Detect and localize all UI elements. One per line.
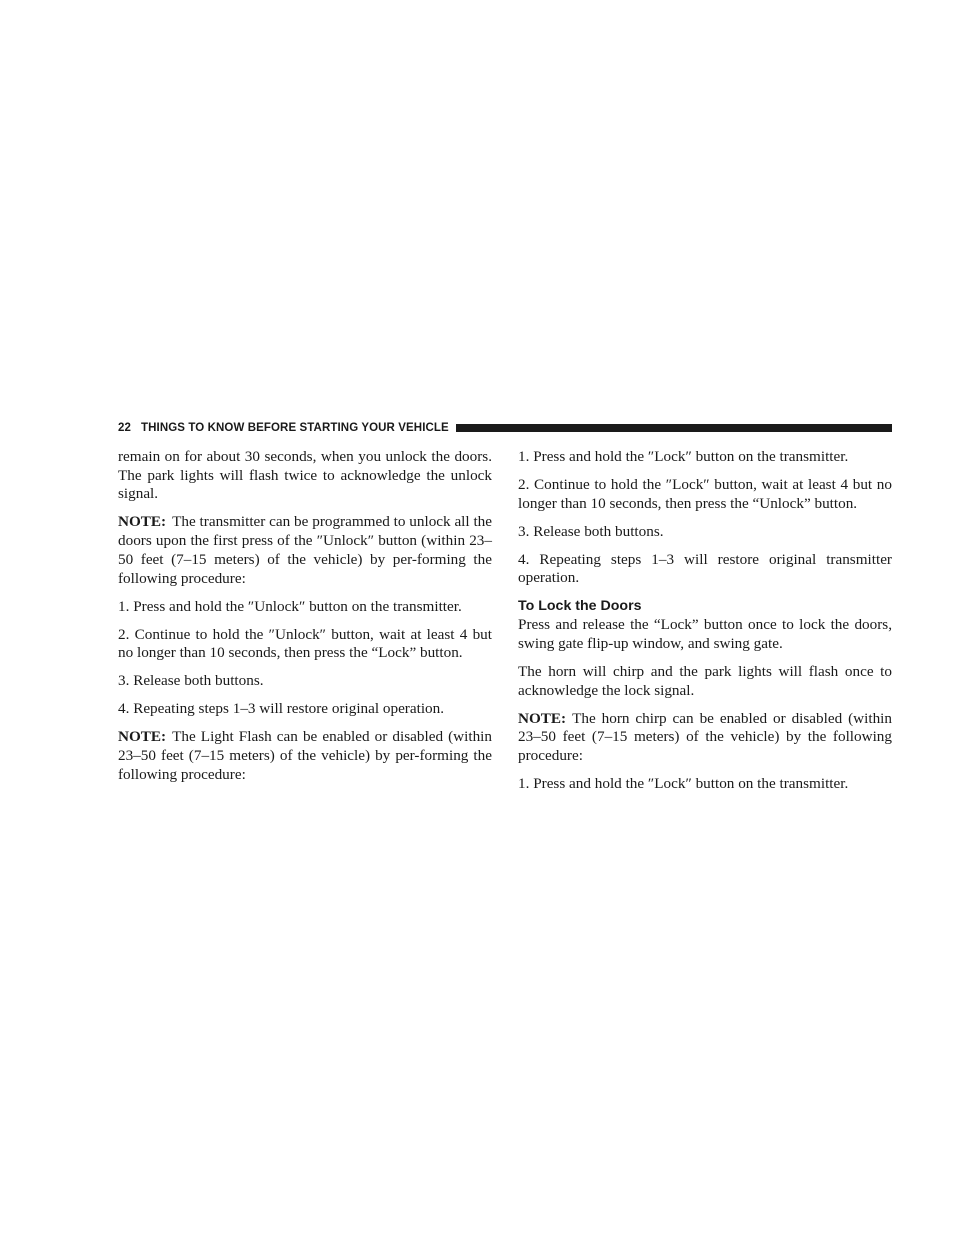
page-number: 22 — [118, 421, 131, 434]
step-1: 1. Press and hold the ″Lock″ button on the transmitter. — [518, 448, 849, 465]
paragraph-lock-signal: The horn will chirp and the park lights will flash once to acknowledge the lock signal. — [518, 662, 892, 699]
paragraph-unlock-continued: remain on for about 30 seconds, when you unlock the doors. The park lights will flash twice to acknowledge the unlock signal. — [118, 448, 492, 503]
right-column — [518, 448, 892, 803]
step-2: 2. Continue to hold the ″Lock″ button, wait at least 4 but no longer than 10 seconds, then press the “Unlock” button. — [518, 476, 892, 512]
step-3: 3. Release both buttons. — [118, 672, 264, 690]
note-text: The horn chirp can be enabled or disabled (within 23–50 feet (7–15 meters) of the vehicle) by the following procedure: — [518, 709, 892, 764]
left-column — [118, 448, 492, 794]
note-label: NOTE: — [518, 709, 567, 727]
step-1-horn: 1. Press and hold the ″Lock″ button on the transmitter. — [518, 774, 849, 792]
step-1: 1. Press and hold the ″Unlock″ button on the transmitter. — [118, 597, 462, 615]
note-text: The Light Flash can be enabled or disabled (within 23–50 feet (7–15 meters) of the vehicle) by per-forming the following procedure: — [118, 728, 492, 783]
note-light-flash — [118, 728, 492, 784]
heading-lock-doors: To Lock the Doors — [518, 598, 642, 615]
step-4: 4. Repeating steps 1–3 will restore original operation. — [118, 700, 445, 718]
paragraph-lock-press: Press and release the “Lock” button once to lock the doors, swing gate flip-up window, and swing gate. — [518, 616, 892, 652]
header-rule — [456, 424, 892, 432]
section-title: THINGS TO KNOW BEFORE STARTING YOUR VEHICLE — [141, 421, 449, 434]
step-3: 3. Release both buttons. — [518, 522, 664, 540]
note-unlock-all — [118, 513, 492, 588]
note-text: The transmitter can be programmed to unlock all the doors upon the first press of the ″Unlock″ button (within 23–50 feet (7–15 meters) of the vehicle) by per-forming the following procedure: — [118, 513, 492, 587]
note-label: NOTE: — [118, 728, 167, 746]
step-4: 4. Repeating steps 1–3 will restore original transmitter operation. — [518, 550, 892, 587]
step-2: 2. Continue to hold the ″Unlock″ button, wait at least 4 but no longer than 10 seconds, then press the “Lock” button. — [118, 625, 492, 662]
note-label: NOTE: — [118, 513, 167, 531]
page-header — [118, 419, 892, 436]
note-horn-chirp — [518, 710, 892, 766]
